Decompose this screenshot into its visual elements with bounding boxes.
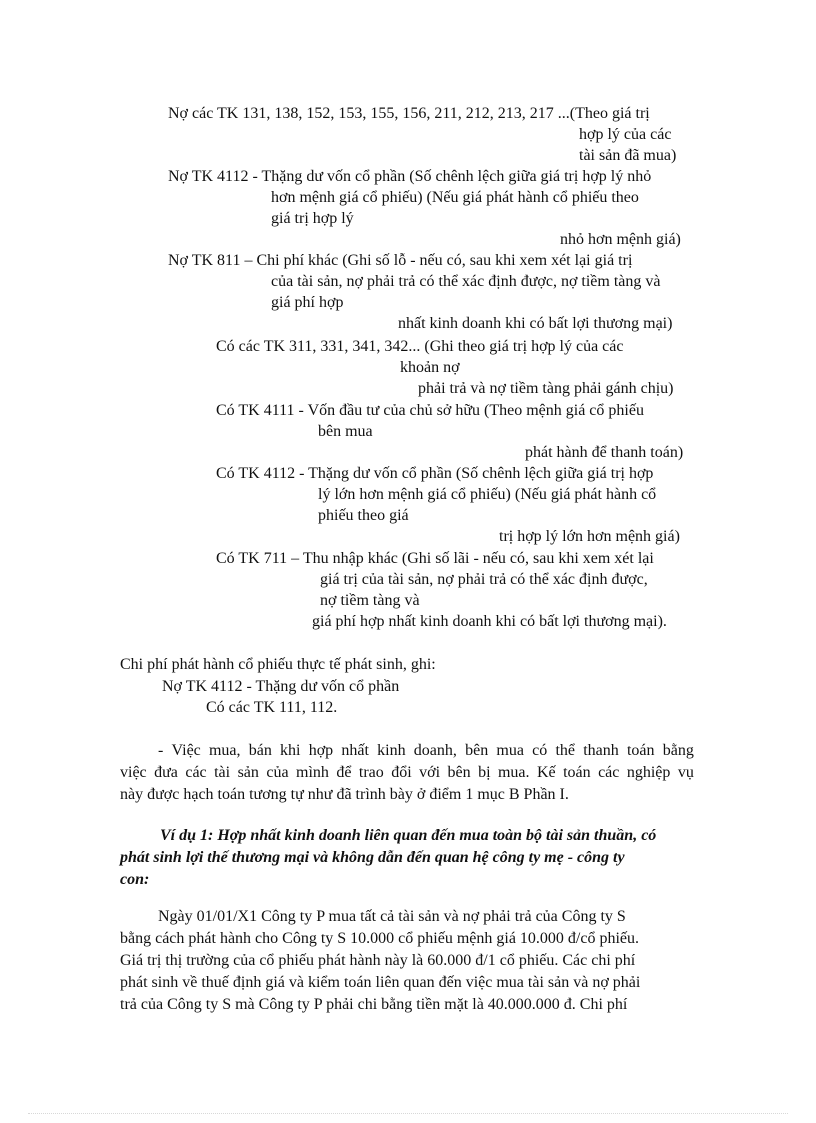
- entry-credit-4111-line-2: bên mua: [318, 423, 373, 440]
- page-bottom-divider: [28, 1113, 788, 1114]
- paragraph-payment-line-1: - Việc mua, bán khi hợp nhất kinh doanh, bên mua có thể thanh toán bằng: [158, 742, 694, 759]
- example-heading-line-1: Ví dụ 1: Hợp nhất kinh doanh liên quan đến mua toàn bộ tài sản thuần, có: [160, 827, 657, 844]
- entry-credit-4111-line-3: phát hành để thanh toán): [525, 444, 684, 461]
- entry-credit-liabilities-line-2: khoản nợ: [400, 359, 460, 376]
- paragraph-example-line-4: phát sinh về thuế định giá và kiểm toán liên quan đến việc mua tài sản và nợ phải: [120, 974, 641, 991]
- paragraph-example-line-1: Ngày 01/01/X1 Công ty P mua tất cả tài sản và nợ phải trả của Công ty S: [158, 908, 626, 925]
- entry-debit-811-line-4: nhất kinh doanh khi có bất lợi thương mại): [398, 315, 673, 332]
- entry-debit-4112-line-3: giá trị hợp lý: [271, 210, 354, 227]
- entry-debit-4112-line-1: Nợ TK 4112 - Thặng dư vốn cổ phần (Số chênh lệch giữa giá trị hợp lý nhỏ: [168, 168, 652, 185]
- entry-debit-811-line-3: giá phí hợp: [271, 294, 344, 311]
- entry-debit-811-line-2: của tài sản, nợ phải trả có thể xác định được, nợ tiềm tàng và: [271, 273, 661, 290]
- entry-credit-711-line-1: Có TK 711 – Thu nhập khác (Ghi số lãi - nếu có, sau khi xem xét lại: [216, 550, 654, 567]
- paragraph-example-line-2: bằng cách phát hành cho Công ty S 10.000 cổ phiếu mệnh giá 10.000 đ/cổ phiếu.: [120, 930, 640, 947]
- paragraph-example-line-5: trả của Công ty S mà Công ty P phải chi bằng tiền mặt là 40.000.000 đ. Chi phí: [120, 996, 628, 1013]
- entry-debit-assets-line-3: tài sản đã mua): [579, 147, 677, 164]
- entry-debit-4112-line-2: hơn mệnh giá cổ phiếu) (Nếu giá phát hành cổ phiếu theo: [271, 189, 639, 206]
- entry-credit-liabilities-line-3: phải trả và nợ tiềm tàng phải gánh chịu): [418, 380, 674, 397]
- example-heading-line-2: phát sinh lợi thế thương mại và không dẫn đến quan hệ công ty mẹ - công ty: [120, 849, 625, 866]
- entry-credit-711-line-4: giá phí hợp nhất kinh doanh khi có bất lợi thương mại).: [312, 613, 667, 630]
- entry-credit-711-line-2: giá trị của tài sản, nợ phải trả có thể xác định được,: [320, 571, 648, 588]
- entry-credit-liabilities-line-1: Có các TK 311, 331, 341, 342... (Ghi theo giá trị hợp lý của các: [216, 338, 624, 355]
- paragraph-payment-line-3: này được hạch toán tương tự như đã trình bày ở điểm 1 mục B Phần I.: [120, 786, 569, 803]
- entry-credit-4111-line-1: Có TK 4111 - Vốn đầu tư của chủ sở hữu (Theo mệnh giá cổ phiếu: [216, 402, 644, 419]
- entry-debit-811-line-1: Nợ TK 811 – Chi phí khác (Ghi số lỗ - nếu có, sau khi xem xét lại giá trị: [168, 252, 633, 269]
- issuance-cost-credit: Có các TK 111, 112.: [206, 699, 338, 716]
- issuance-cost-debit: Nợ TK 4112 - Thặng dư vốn cổ phần: [162, 678, 400, 695]
- example-heading-line-3: con:: [120, 871, 150, 888]
- entry-debit-assets-line-1: Nợ các TK 131, 138, 152, 153, 155, 156, 211, 212, 213, 217 ...(Theo giá trị: [168, 105, 650, 122]
- entry-credit-711-line-3: nợ tiềm tàng và: [320, 592, 420, 609]
- entry-debit-assets-line-2: hợp lý của các: [579, 126, 672, 143]
- paragraph-example-line-3: Giá trị thị trường của cổ phiếu phát hành này là 60.000 đ/1 cổ phiếu. Các chi phí: [120, 952, 636, 969]
- entry-credit-4112-line-3: phiếu theo giá: [318, 507, 409, 524]
- entry-credit-4112-line-1: Có TK 4112 - Thặng dư vốn cổ phần (Số chênh lệch giữa giá trị hợp: [216, 465, 654, 482]
- issuance-cost-intro: Chi phí phát hành cổ phiếu thực tế phát sinh, ghi:: [120, 656, 436, 673]
- entry-debit-4112-line-4: nhỏ hơn mệnh giá): [560, 231, 681, 248]
- entry-credit-4112-line-2: lý lớn hơn mệnh giá cổ phiếu) (Nếu giá phát hành cổ: [318, 486, 657, 503]
- paragraph-payment-line-2: việc đưa các tài sản của mình để trao đổi với bên bị mua. Kế toán các nghiệp vụ: [120, 764, 694, 781]
- entry-credit-4112-line-4: trị hợp lý lớn hơn mệnh giá): [499, 528, 680, 545]
